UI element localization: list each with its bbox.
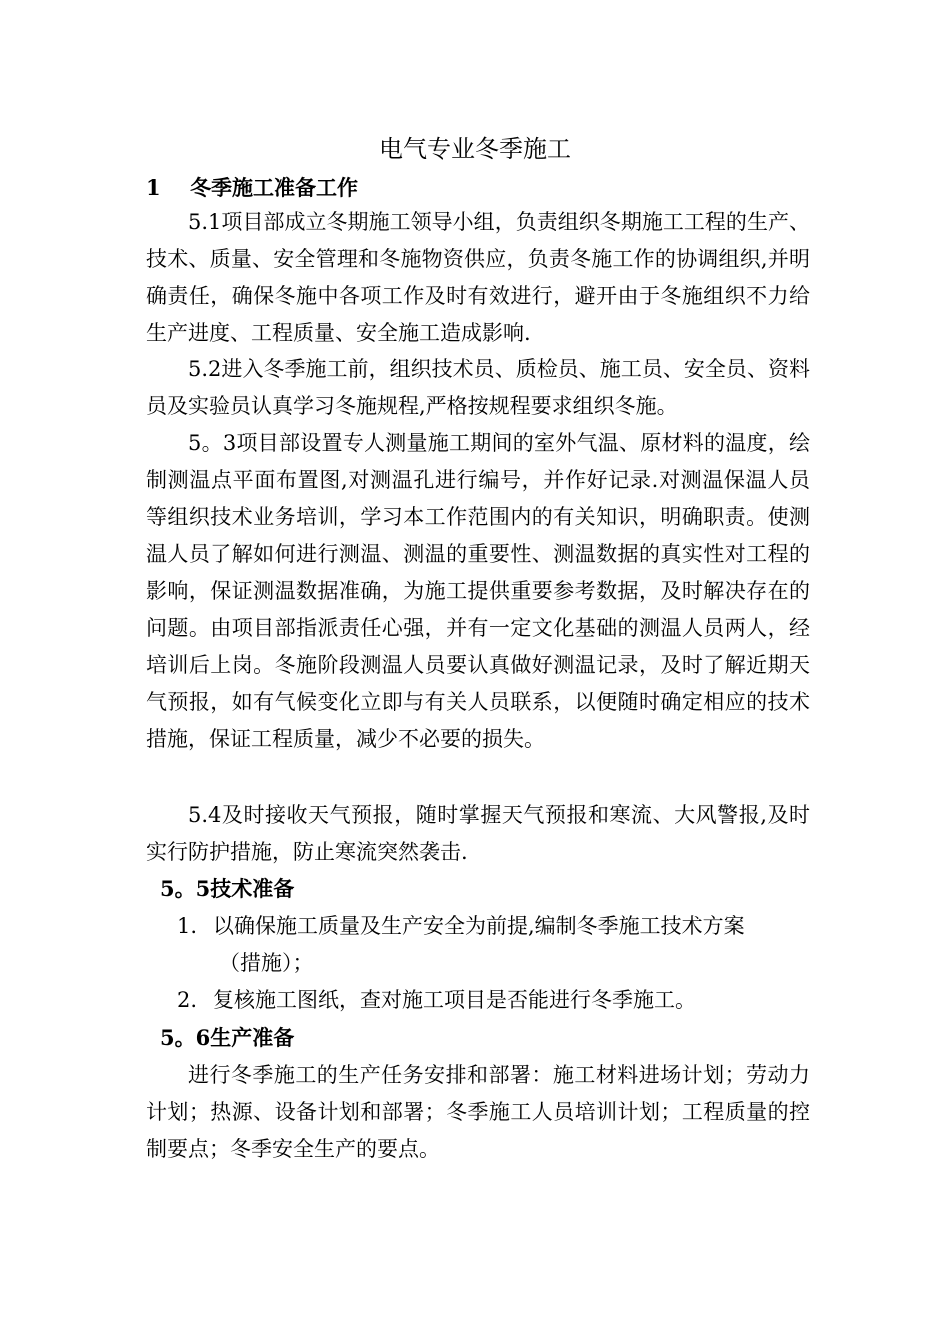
list-item-text: 复核施工图纸，查对施工项目是否能进行冬季施工。 <box>213 988 696 1012</box>
section-title: 冬季施工准备工作 <box>190 175 358 200</box>
list-item-text-continued: （措施）； <box>219 951 314 975</box>
list-item-number: 2. <box>177 988 198 1012</box>
list-item-number: 1. <box>177 914 198 938</box>
list-item-text: 以确保施工质量及生产安全为前提,编制冬季施工技术方案 <box>213 914 745 938</box>
section-number: 1 <box>146 175 161 200</box>
heading-5-6: 5。6生产准备 <box>160 1025 295 1050</box>
document-title: 电气专业冬季施工 <box>379 135 571 163</box>
section-heading <box>146 172 358 204</box>
list-item <box>177 908 817 982</box>
heading-5-5: 5。5技术准备 <box>160 876 295 901</box>
paragraph-5-4: 5.4及时接收天气预报，随时掌握天气预报和寒流、大风警报,及时实行防护措施，防止寒流突然袭击. <box>146 803 810 864</box>
list-item <box>177 982 817 1019</box>
paragraph-5-6: 进行冬季施工的生产任务安排和部署：施工材料进场计划；劳动力计划；热源、设备计划和部署；冬季施工人员培训计划；工程质量的控制要点；冬季安全生产的要点。 <box>146 1063 810 1161</box>
paragraph-5-1: 5.1项目部成立冬期施工领导小组，负责组织冬期施工工程的生产、技术、质量、安全管理和冬施物资供应，负责冬施工作的协调组织,并明确责任，确保冬施中各项工作及时有效进行，避开由于冬施组织不力给生产进度、工程质量、安全施工造成影响. <box>146 210 810 345</box>
paragraph-5-2: 5.2进入冬季施工前，组织技术员、质检员、施工员、安全员、资料员及实验员认真学习冬施规程,严格按规程要求组织冬施。 <box>146 357 810 418</box>
paragraph-5-3: 5。3项目部设置专人测量施工期间的室外气温、原材料的温度，绘制测温点平面布置图,对测温孔进行编号，并作好记录.对测温保温人员等组织技术业务培训，学习本工作范围内的有关知识，明确职责。使测温人员了解如何进行测温、测温的重要性、测温数据的真实性对工程的影响，保证测温数据准确，为施工提供重要参考数据，及时解决存在的问题。由项目部指派责任心强，并有一定文化基础的测温人员两人，经培训后上岗。冬施阶段测温人员要认真做好测温记录，及时了解近期天气预报，如有气候变化立即与有关人员联系，以便随时确定相应的技术措施，保证工程质量，减少不必要的损失。 <box>146 431 810 751</box>
